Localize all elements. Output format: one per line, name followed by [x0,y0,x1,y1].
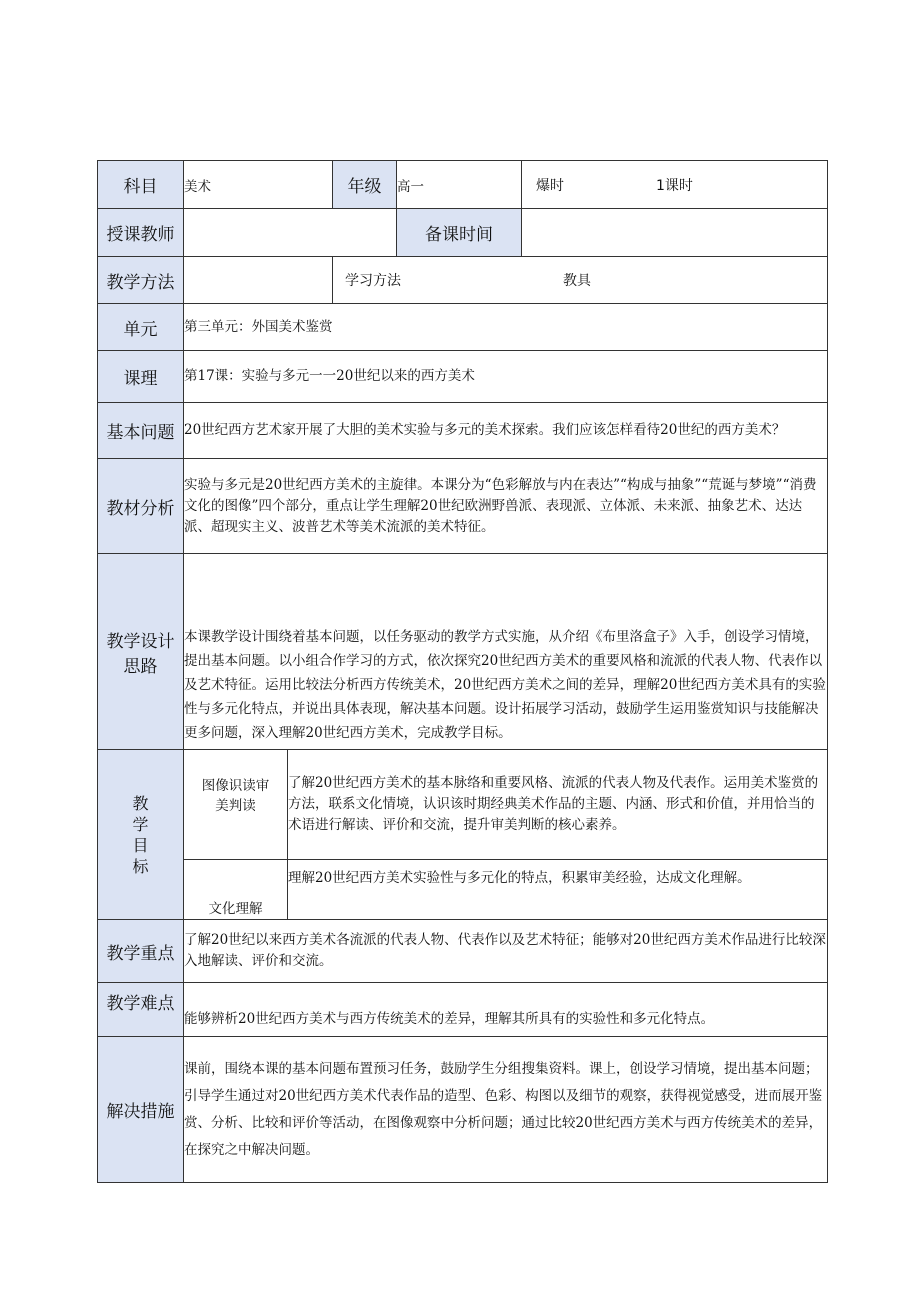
basic-question-row [98,403,828,459]
basic-question-value: 20世纪西方艺术家开展了大胆的美术实验与多元的美术探索。我们应该怎样看待20世纪的西方美术？ [184,403,828,459]
goal-image-reading-label-line2: 美判读 [215,798,256,814]
study-tools-cell [333,257,828,304]
hours-value: 1课时 [656,177,693,194]
lesson-plan-table [97,160,828,1183]
goal-culture-value: 理解20世纪西方美术实验性与多元化的特点，积累审美经验，达成文化理解。 [288,860,828,920]
solutions-row [98,1037,828,1183]
prep-time-value [522,209,828,257]
difficulties-label: 教学难点 [98,983,184,1037]
teacher-value [184,209,397,257]
goals-row-1 [98,750,828,860]
goals-label-text: 教学目标 [132,793,149,876]
unit-value: 第三单元：外国美术鉴赏 [184,304,828,351]
difficulties-value: 能够辨析20世纪西方美术与西方传统美术的差异，理解其所具有的实验性和多元化特点。 [184,983,828,1037]
design-idea-label-line2: 思路 [123,656,158,677]
method-label: 教学方法 [98,257,184,304]
grade-value: 高一 [397,161,522,209]
goals-label [98,750,184,920]
key-points-label: 教学重点 [98,920,184,983]
teacher-label: 授课教师 [98,209,184,257]
lesson-row [98,351,828,403]
goal-image-reading-label [184,750,288,860]
hours-label: 爆时 [536,177,564,194]
lesson-label: 课理 [98,351,184,403]
goals-row-2 [98,860,828,920]
hours-cell [522,161,828,209]
material-analysis-label: 教材分析 [98,459,184,554]
goal-image-reading-value: 了解20世纪西方美术的基本脉络和重要风格、流派的代表人物及代表作。运用美术鉴赏的方法，联系文化情境，认识该时期经典美术作品的主题、内涵、形式和价值，并用恰当的术语进行解读、评价和交流，提升审美判断的核心素养。 [288,750,828,860]
material-analysis-row [98,459,828,554]
design-idea-value: 本课教学设计围绕着基本问题，以任务驱动的教学方式实施，从介绍《布里洛盒子》入手，创设学习情境，提出基本问题。以小组合作学习的方式，依次探究20世纪西方美术的重要风格和流派的代表人物、代表作以及艺术特征。运用比较法分析西方传统美术，20世纪西方美术之间的差异，理解20世纪西方美术具有的实验性与多元化特点，并说出具体表现，解决基本问题。设计拓展学习活动，鼓励学生运用鉴赏知识与技能解决更多问题，深入理解20世纪西方美术，完成教学目标。 [184,554,828,750]
design-idea-label-line1: 教学设计 [106,631,175,652]
grade-label: 年级 [333,161,397,209]
method-value [184,257,333,304]
subject-value: 美术 [184,161,333,209]
key-points-row [98,920,828,983]
basic-question-label: 基本问题 [98,403,184,459]
teacher-row [98,209,828,257]
unit-row [98,304,828,351]
material-analysis-value: 实验与多元是20世纪西方美术的主旋律。本课分为“色彩解放与内在表达”“构成与抽象”“荒诞与梦境”“消费文化的图像”四个部分，重点让学生理解20世纪欧洲野兽派、表现派、立体派、未来派、抽象艺术、达达派、超现实主义、波普艺术等美术流派的美术特征。 [184,459,828,554]
key-points-value: 了解20世纪以来西方美术各流派的代表人物、代表作以及艺术特征；能够对20世纪西方美术作品进行比较深入地解读、评价和交流。 [184,920,828,983]
design-idea-label [98,554,184,750]
subject-label: 科目 [98,161,184,209]
method-row [98,257,828,304]
solutions-label: 解决措施 [98,1037,184,1183]
design-idea-row [98,554,828,750]
solutions-value: 课前，围绕本课的基本问题布置预习任务，鼓励学生分组搜集资料。课上，创设学习情境，提出基本问题；引导学生通过对20世纪西方美术代表作品的造型、色彩、构图以及细节的观察，获得视觉感受，进而展开鉴赏、分析、比较和评价等活动，在图像观察中分析问题；通过比较20世纪西方美术与西方传统美术的差异，在探究之中解决问题。 [184,1037,828,1183]
tools-label: 教具 [563,273,591,289]
lesson-value: 第17课：实验与多元一一20世纪以来的西方美术 [184,351,828,403]
goal-culture-label: 文化理解 [184,860,288,920]
study-method-label: 学习方法 [345,273,401,289]
header-row [98,161,828,209]
unit-label: 单元 [98,304,184,351]
prep-time-label: 备课时间 [397,209,522,257]
difficulties-row [98,983,828,1037]
goal-image-reading-label-line1: 图像识读审 [201,778,270,794]
